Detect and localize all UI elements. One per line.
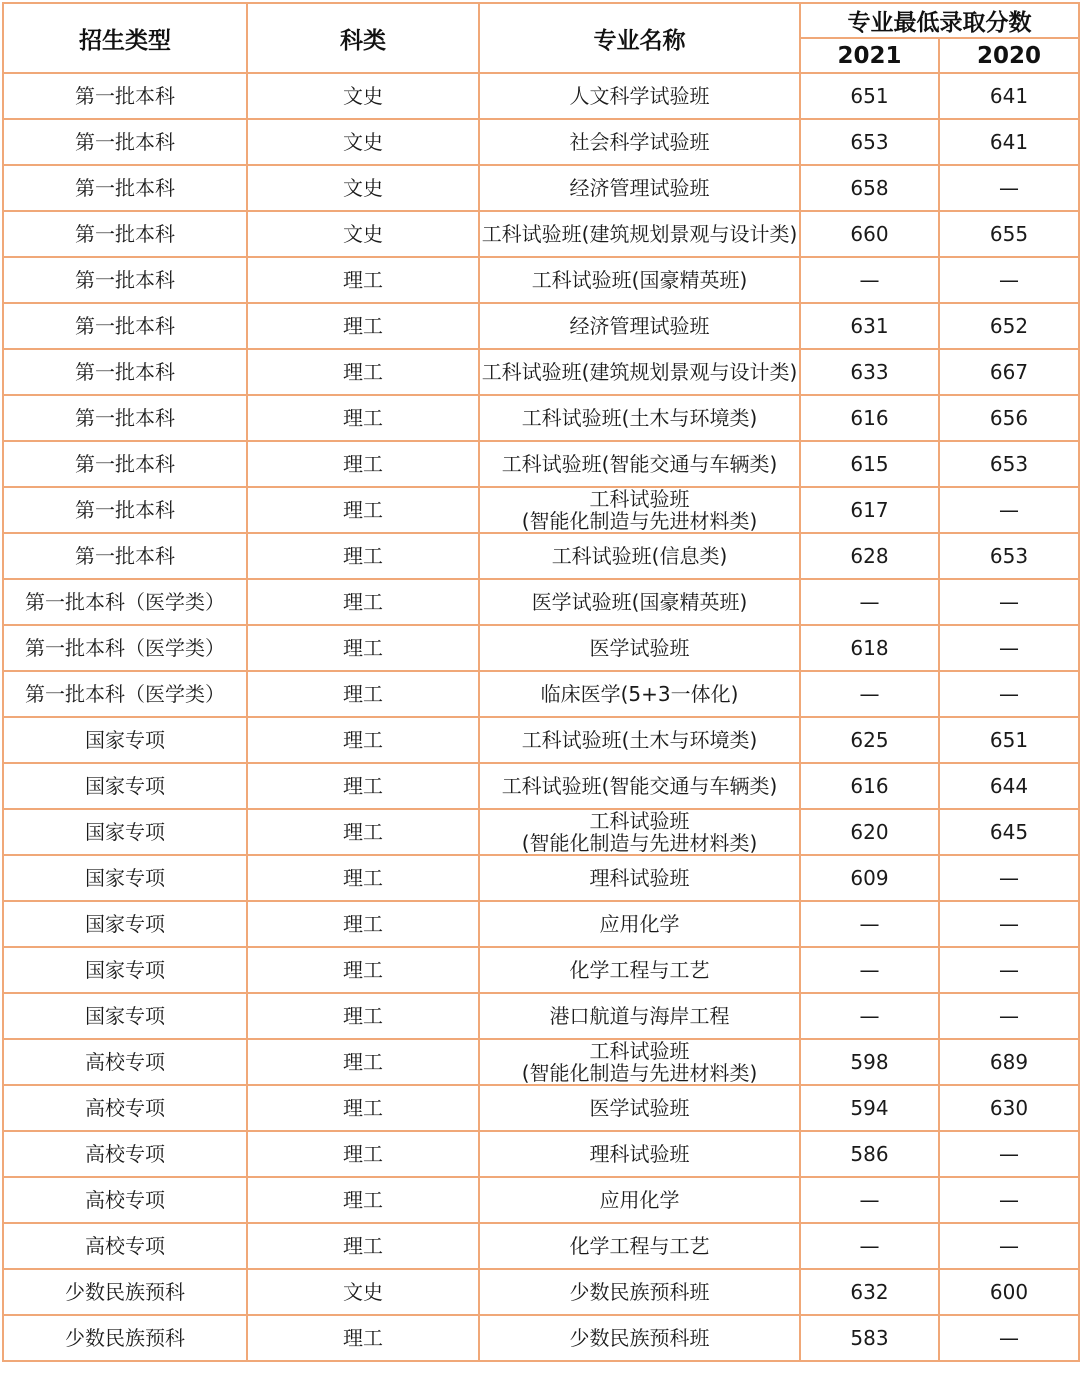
cell-major bbox=[479, 579, 800, 625]
cell-major bbox=[479, 625, 800, 671]
cell-category: 文史 bbox=[247, 1269, 479, 1315]
table-row bbox=[3, 1085, 1079, 1131]
cell-category: 理工 bbox=[247, 901, 479, 947]
cell-category: 理工 bbox=[247, 349, 479, 395]
cell-score-2020: 645 bbox=[939, 809, 1079, 855]
major-name-line: 工科试验班(土木与环境类) bbox=[521, 728, 758, 752]
cell-major bbox=[479, 257, 800, 303]
cell-major bbox=[479, 993, 800, 1039]
table-row bbox=[3, 119, 1079, 165]
major-name-line: 化学工程与工艺 bbox=[569, 1234, 710, 1258]
cell-major bbox=[479, 947, 800, 993]
major-name-line: 人文科学试验班 bbox=[569, 84, 710, 108]
cell-score-2020: — bbox=[939, 579, 1079, 625]
table-row bbox=[3, 349, 1079, 395]
major-name-line: 经济管理试验班 bbox=[569, 176, 710, 200]
cell-type: 第一批本科 bbox=[3, 441, 247, 487]
cell-score-2021: — bbox=[800, 1177, 939, 1223]
cell-score-2020: 630 bbox=[939, 1085, 1079, 1131]
table-header bbox=[3, 3, 1079, 73]
cell-score-2020: — bbox=[939, 1131, 1079, 1177]
admission-score-table bbox=[2, 2, 1080, 1362]
cell-type: 第一批本科（医学类） bbox=[3, 671, 247, 717]
cell-major bbox=[479, 165, 800, 211]
table-row bbox=[3, 579, 1079, 625]
table-row bbox=[3, 1223, 1079, 1269]
cell-category: 理工 bbox=[247, 395, 479, 441]
cell-category: 理工 bbox=[247, 487, 479, 533]
cell-major bbox=[479, 349, 800, 395]
cell-major bbox=[479, 1085, 800, 1131]
table-row bbox=[3, 671, 1079, 717]
table-row bbox=[3, 717, 1079, 763]
cell-type: 第一批本科 bbox=[3, 533, 247, 579]
cell-score-2021: 628 bbox=[800, 533, 939, 579]
cell-category: 文史 bbox=[247, 165, 479, 211]
cell-category: 理工 bbox=[247, 1177, 479, 1223]
cell-category: 理工 bbox=[247, 1315, 479, 1361]
cell-type: 第一批本科 bbox=[3, 487, 247, 533]
cell-score-2021: 616 bbox=[800, 395, 939, 441]
major-name-line: 工科试验班 bbox=[589, 487, 690, 511]
cell-score-2021: 594 bbox=[800, 1085, 939, 1131]
table-row bbox=[3, 533, 1079, 579]
major-name-line: (智能化制造与先进材料类) bbox=[521, 1061, 758, 1085]
table-row bbox=[3, 993, 1079, 1039]
cell-category: 理工 bbox=[247, 947, 479, 993]
cell-type: 高校专项 bbox=[3, 1039, 247, 1085]
cell-type: 国家专项 bbox=[3, 855, 247, 901]
cell-type: 第一批本科 bbox=[3, 73, 247, 119]
cell-score-2021: 651 bbox=[800, 73, 939, 119]
major-name-line: 工科试验班(土木与环境类) bbox=[521, 406, 758, 430]
major-name-line: 应用化学 bbox=[599, 912, 680, 936]
cell-type: 第一批本科 bbox=[3, 349, 247, 395]
major-name-line: 医学试验班 bbox=[589, 1096, 690, 1120]
cell-major bbox=[479, 533, 800, 579]
cell-score-2020: — bbox=[939, 165, 1079, 211]
cell-category: 理工 bbox=[247, 855, 479, 901]
cell-category: 理工 bbox=[247, 763, 479, 809]
cell-type: 国家专项 bbox=[3, 947, 247, 993]
cell-major bbox=[479, 1131, 800, 1177]
cell-score-2021: 615 bbox=[800, 441, 939, 487]
cell-type: 少数民族预科 bbox=[3, 1315, 247, 1361]
cell-major bbox=[479, 763, 800, 809]
cell-score-2021: — bbox=[800, 1223, 939, 1269]
table-row bbox=[3, 1315, 1079, 1361]
cell-major bbox=[479, 395, 800, 441]
table-row bbox=[3, 487, 1079, 533]
cell-category: 理工 bbox=[247, 1131, 479, 1177]
cell-type: 高校专项 bbox=[3, 1131, 247, 1177]
major-name-line: 工科试验班(建筑规划景观与设计类) bbox=[481, 360, 798, 384]
cell-major bbox=[479, 487, 800, 533]
cell-category: 理工 bbox=[247, 533, 479, 579]
cell-type: 第一批本科 bbox=[3, 395, 247, 441]
major-name-line: (智能化制造与先进材料类) bbox=[521, 831, 758, 855]
major-name-line: 工科试验班(智能交通与车辆类) bbox=[501, 774, 778, 798]
cell-score-2020: 641 bbox=[939, 73, 1079, 119]
cell-score-2021: 633 bbox=[800, 349, 939, 395]
cell-major bbox=[479, 211, 800, 257]
major-name-line: 经济管理试验班 bbox=[569, 314, 710, 338]
major-name-line: 医学试验班(国豪精英班) bbox=[531, 590, 748, 614]
cell-type: 高校专项 bbox=[3, 1223, 247, 1269]
cell-score-2021: 598 bbox=[800, 1039, 939, 1085]
major-name-line: 少数民族预科班 bbox=[569, 1280, 710, 1304]
cell-score-2020: 689 bbox=[939, 1039, 1079, 1085]
cell-major bbox=[479, 1177, 800, 1223]
cell-major bbox=[479, 303, 800, 349]
header-type: 招生类型 bbox=[3, 3, 247, 73]
cell-score-2021: 609 bbox=[800, 855, 939, 901]
cell-type: 国家专项 bbox=[3, 717, 247, 763]
table-row bbox=[3, 257, 1079, 303]
cell-major bbox=[479, 1223, 800, 1269]
cell-score-2021: 617 bbox=[800, 487, 939, 533]
cell-score-2020: — bbox=[939, 1223, 1079, 1269]
cell-score-2021: 653 bbox=[800, 119, 939, 165]
table-row bbox=[3, 211, 1079, 257]
table-row bbox=[3, 763, 1079, 809]
cell-major bbox=[479, 901, 800, 947]
header-row-top bbox=[3, 3, 1079, 38]
cell-major bbox=[479, 809, 800, 855]
cell-category: 理工 bbox=[247, 441, 479, 487]
cell-score-2021: — bbox=[800, 579, 939, 625]
cell-score-2020: 644 bbox=[939, 763, 1079, 809]
cell-type: 国家专项 bbox=[3, 763, 247, 809]
cell-major bbox=[479, 671, 800, 717]
cell-type: 第一批本科 bbox=[3, 257, 247, 303]
cell-major bbox=[479, 441, 800, 487]
major-name-line: 港口航道与海岸工程 bbox=[549, 1004, 730, 1028]
major-name-line: 应用化学 bbox=[599, 1188, 680, 1212]
cell-score-2021: 618 bbox=[800, 625, 939, 671]
cell-score-2020: 653 bbox=[939, 441, 1079, 487]
major-name-line: 临床医学(5+3一体化) bbox=[540, 682, 739, 706]
table-row bbox=[3, 303, 1079, 349]
table-row bbox=[3, 855, 1079, 901]
major-name-line: 医学试验班 bbox=[589, 636, 690, 660]
cell-score-2020: — bbox=[939, 901, 1079, 947]
major-name-line: 工科试验班(信息类) bbox=[551, 544, 728, 568]
cell-major bbox=[479, 73, 800, 119]
table-row bbox=[3, 73, 1079, 119]
table-row bbox=[3, 625, 1079, 671]
cell-score-2020: — bbox=[939, 855, 1079, 901]
cell-type: 第一批本科 bbox=[3, 303, 247, 349]
cell-type: 高校专项 bbox=[3, 1085, 247, 1131]
cell-type: 少数民族预科 bbox=[3, 1269, 247, 1315]
table-row bbox=[3, 165, 1079, 211]
cell-major bbox=[479, 1039, 800, 1085]
cell-score-2020: 655 bbox=[939, 211, 1079, 257]
cell-type: 高校专项 bbox=[3, 1177, 247, 1223]
cell-type: 国家专项 bbox=[3, 993, 247, 1039]
cell-score-2020: — bbox=[939, 993, 1079, 1039]
cell-score-2021: 625 bbox=[800, 717, 939, 763]
cell-major bbox=[479, 1269, 800, 1315]
table-row bbox=[3, 441, 1079, 487]
major-name-line: 理科试验班 bbox=[589, 866, 690, 890]
major-name-line: 化学工程与工艺 bbox=[569, 958, 710, 982]
table-row bbox=[3, 901, 1079, 947]
major-name-line: 工科试验班(建筑规划景观与设计类) bbox=[481, 222, 798, 246]
cell-score-2020: 667 bbox=[939, 349, 1079, 395]
cell-category: 理工 bbox=[247, 625, 479, 671]
major-name-line: 工科试验班 bbox=[589, 809, 690, 833]
cell-score-2021: — bbox=[800, 993, 939, 1039]
table-row bbox=[3, 395, 1079, 441]
cell-score-2021: — bbox=[800, 671, 939, 717]
cell-type: 国家专项 bbox=[3, 901, 247, 947]
cell-score-2021: 583 bbox=[800, 1315, 939, 1361]
cell-type: 第一批本科（医学类） bbox=[3, 625, 247, 671]
cell-type: 第一批本科 bbox=[3, 211, 247, 257]
cell-type: 第一批本科 bbox=[3, 119, 247, 165]
major-name-line: (智能化制造与先进材料类) bbox=[521, 509, 758, 533]
table-row bbox=[3, 1131, 1079, 1177]
header-major: 专业名称 bbox=[479, 3, 800, 73]
cell-score-2020: — bbox=[939, 947, 1079, 993]
header-year-2020: 2020 bbox=[939, 38, 1079, 73]
cell-category: 理工 bbox=[247, 303, 479, 349]
cell-score-2021: 586 bbox=[800, 1131, 939, 1177]
header-category: 科类 bbox=[247, 3, 479, 73]
cell-category: 理工 bbox=[247, 257, 479, 303]
major-name-line: 理科试验班 bbox=[589, 1142, 690, 1166]
cell-score-2020: — bbox=[939, 671, 1079, 717]
cell-score-2021: 620 bbox=[800, 809, 939, 855]
cell-category: 理工 bbox=[247, 1223, 479, 1269]
cell-type: 国家专项 bbox=[3, 809, 247, 855]
cell-category: 理工 bbox=[247, 993, 479, 1039]
table-row bbox=[3, 1269, 1079, 1315]
table-row bbox=[3, 809, 1079, 855]
table-wrapper bbox=[2, 2, 1080, 1362]
header-score-group: 专业最低录取分数 bbox=[800, 3, 1079, 38]
major-name-line: 工科试验班(智能交通与车辆类) bbox=[501, 452, 778, 476]
cell-major bbox=[479, 1315, 800, 1361]
cell-category: 文史 bbox=[247, 119, 479, 165]
cell-type: 第一批本科 bbox=[3, 165, 247, 211]
cell-major bbox=[479, 855, 800, 901]
cell-category: 理工 bbox=[247, 809, 479, 855]
major-name-line: 工科试验班(国豪精英班) bbox=[531, 268, 748, 292]
cell-score-2020: 652 bbox=[939, 303, 1079, 349]
cell-score-2020: — bbox=[939, 625, 1079, 671]
cell-major bbox=[479, 717, 800, 763]
cell-score-2020: — bbox=[939, 487, 1079, 533]
cell-major bbox=[479, 119, 800, 165]
cell-category: 理工 bbox=[247, 579, 479, 625]
cell-score-2020: — bbox=[939, 1315, 1079, 1361]
major-name-line: 社会科学试验班 bbox=[569, 130, 710, 154]
cell-score-2021: — bbox=[800, 947, 939, 993]
table-row bbox=[3, 947, 1079, 993]
major-name-line: 工科试验班 bbox=[589, 1039, 690, 1063]
cell-score-2020: 600 bbox=[939, 1269, 1079, 1315]
cell-score-2021: 660 bbox=[800, 211, 939, 257]
cell-score-2020: — bbox=[939, 1177, 1079, 1223]
header-year-2021: 2021 bbox=[800, 38, 939, 73]
cell-category: 理工 bbox=[247, 1039, 479, 1085]
table-row bbox=[3, 1177, 1079, 1223]
cell-score-2021: 631 bbox=[800, 303, 939, 349]
cell-score-2021: — bbox=[800, 257, 939, 303]
cell-score-2020: 653 bbox=[939, 533, 1079, 579]
cell-score-2020: 651 bbox=[939, 717, 1079, 763]
cell-score-2020: 656 bbox=[939, 395, 1079, 441]
cell-category: 文史 bbox=[247, 211, 479, 257]
cell-type: 第一批本科（医学类） bbox=[3, 579, 247, 625]
major-name-line: 少数民族预科班 bbox=[569, 1326, 710, 1350]
cell-score-2021: 658 bbox=[800, 165, 939, 211]
cell-score-2021: — bbox=[800, 901, 939, 947]
cell-category: 理工 bbox=[247, 1085, 479, 1131]
cell-score-2021: 632 bbox=[800, 1269, 939, 1315]
table-body bbox=[3, 73, 1079, 1361]
cell-score-2020: — bbox=[939, 257, 1079, 303]
cell-score-2020: 641 bbox=[939, 119, 1079, 165]
cell-category: 理工 bbox=[247, 671, 479, 717]
table-row bbox=[3, 1039, 1079, 1085]
cell-category: 文史 bbox=[247, 73, 479, 119]
cell-score-2021: 616 bbox=[800, 763, 939, 809]
cell-category: 理工 bbox=[247, 717, 479, 763]
